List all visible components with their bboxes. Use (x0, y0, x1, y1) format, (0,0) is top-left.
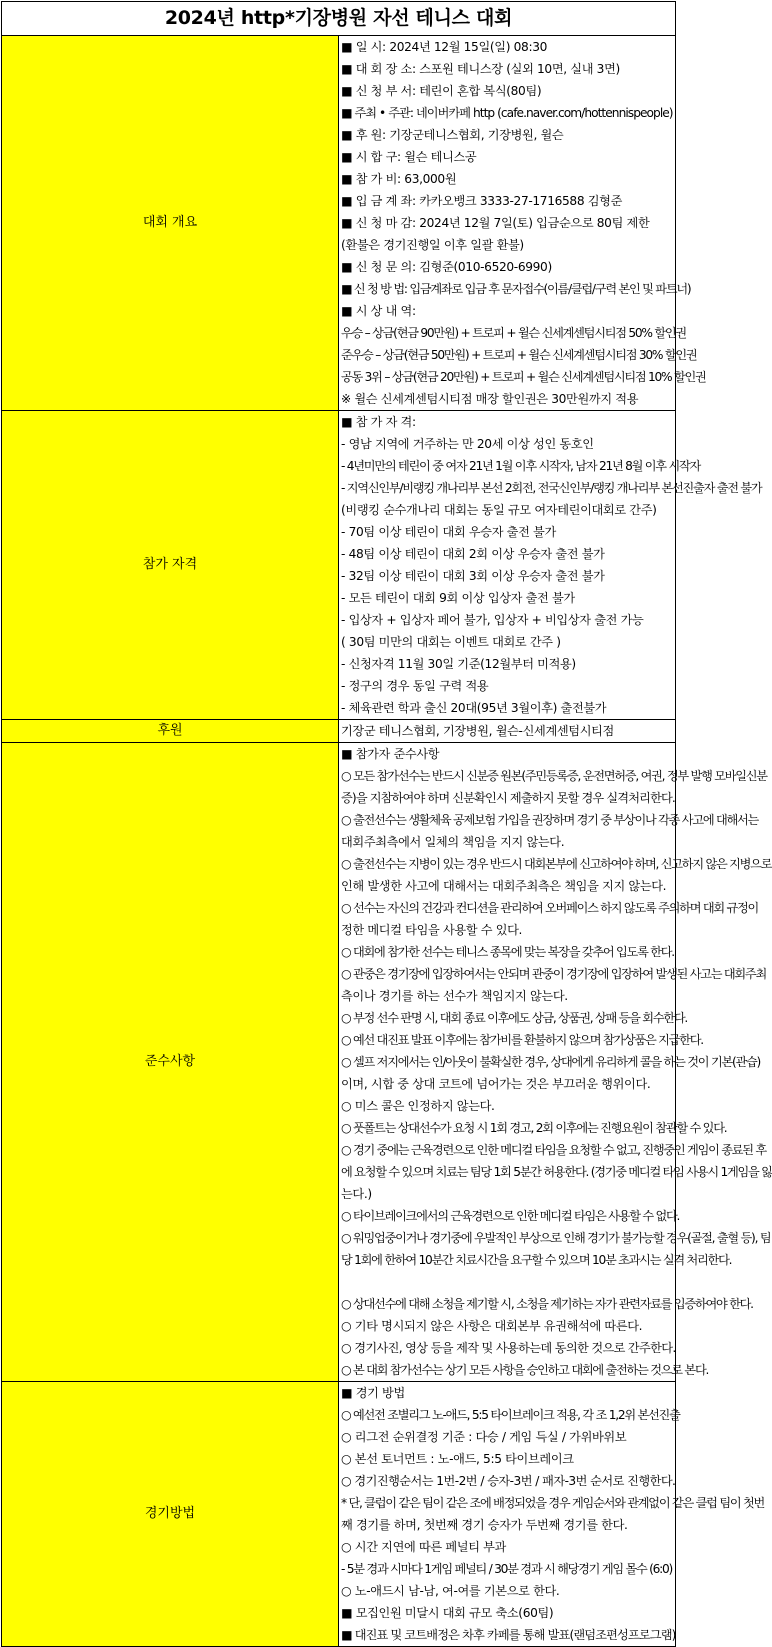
table-body (2, 2, 772, 1647)
section-label: 후원 (2, 720, 339, 743)
section-row (2, 720, 676, 743)
tournament-notice-table (1, 1, 772, 1647)
text-line: ○ 미스 콜은 인정하지 않는다. (341, 1099, 495, 1113)
text-line: - 4년미만의 테린이 중 여자 21년 1월 이후 시작자, 남자 21년 8월 이후 시작자 (341, 459, 701, 473)
text-line: ○ 부정 선수 판명 시, 대회 종료 이후에도 상금, 상품권, 상패 등을 회수한다. (341, 1011, 688, 1025)
text-line: ■ 신 청 부 서: 테린이 혼합 복식(80팀) (341, 84, 542, 98)
text-line: 째 경기를 하며, 첫번째 경기 승자가 두번째 경기를 한다. (341, 1518, 628, 1532)
text-line: ○ 예선 대진표 발표 이후에는 참가비를 환불하지 않으며 참가상품은 지급한다. (341, 1033, 703, 1047)
section-content (339, 411, 762, 720)
text-line: ○ 리그전 순위결정 기준 : 다승 / 게임 득실 / 가위바위보 (341, 1430, 627, 1444)
text-line: ■ 대진표 및 코트배정은 차후 카페를 통해 발표(랜덤조편성프로그램) (341, 1628, 676, 1642)
section-content (339, 743, 772, 1382)
section-row (2, 36, 676, 411)
text-line: ■ 일 시: 2024년 12월 15일(일) 08:30 (341, 40, 548, 54)
text-line: ■ 경기 방법 (341, 1386, 405, 1400)
text-line: ○ 모든 참가선수는 반드시 신분증 원본(주민등록증, 운전면허증, 여권, 정부 발행 모바일신분 (341, 769, 767, 783)
text-line: 기장군 테니스협회, 기장병원, 윌슨-신세계센텀시티점 (341, 724, 614, 738)
text-line: ■ 입 금 계 좌: 카카오뱅크 3333-27-1716588 김형준 (341, 194, 623, 208)
text-line: - 48팀 이상 테린이 대회 2회 이상 우승자 출전 불가 (341, 547, 605, 561)
text-line: ■ 시 상 내 역: (341, 304, 416, 318)
text-line: ■ 참 가 자 격: (341, 415, 416, 429)
section-label: 준수사항 (2, 743, 339, 1382)
text-line: - 신청자격 11월 30일 기준(12월부터 미적용) (341, 657, 576, 671)
text-line: ○ 선수는 자신의 건강과 컨디션을 관리하여 오버페이스 하지 않도록 주의하며 대회 규정이 (341, 901, 759, 915)
text-line: ■ 대 회 장 소: 스포원 테니스장 (실외 10면, 실내 3면) (341, 62, 620, 76)
text-line: ■ 시 합 구: 윌슨 테니스공 (341, 150, 477, 164)
text-line: (비랭킹 순수개나리 대회는 동일 규모 여자테린이대회로 간주) (341, 503, 657, 517)
text-line: (환불은 경기진행일 이후 일괄 환불) (341, 238, 524, 252)
text-line: ■ 신 청 문 의: 김형준(010-6520-6990) (341, 260, 552, 274)
text-line: ■ 모집인원 미달시 대회 규모 축소(60팀) (341, 1606, 554, 1620)
text-line: ※ 윌슨 신세계센텀시티점 매장 할인권은 30만원까지 적용 (341, 392, 639, 406)
text-line: ■ 신 청 마 감: 2024년 12월 7일(토) 입금순으로 80팀 제한 (341, 216, 650, 230)
text-line: ■ 후 원: 기장군테니스협회, 기장병원, 윌슨 (341, 128, 564, 142)
text-line: - 체육관련 학과 출신 20대(95년 3월이후) 출전불가 (341, 701, 607, 715)
text-line: 증)을 지참하여야 하며 신분확인시 제출하지 못할 경우 실격처리한다. (341, 791, 675, 805)
text-line: ○ 노-애드시 남-남, 여-여를 기본으로 한다. (341, 1584, 560, 1598)
text-line: 는다.) (341, 1187, 372, 1201)
text-line (341, 1271, 675, 1293)
section-content (339, 720, 676, 743)
text-line: 에 요청할 수 있으며 치료는 팀당 1회 5분간 허용한다. (경기중 메디컬 타임 사용시 1게임을 잃 (341, 1165, 772, 1179)
text-line: ■ 참 가 비: 63,000원 (341, 172, 457, 186)
page-title: 2024년 http*기장병원 자선 테니스 대회 (2, 2, 676, 36)
text-line: ○ 셀프 저지에서는 인/아웃이 불확실한 경우, 상대에게 유리하게 콜을 하는 것이 기본(관습) (341, 1055, 761, 1069)
text-line: ○ 시간 지연에 따른 페널티 부과 (341, 1540, 506, 1554)
text-line: 측이나 경기를 하는 선수가 책임지지 않는다. (341, 989, 568, 1003)
section-row (2, 743, 676, 1382)
text-line: ■ 신 청 방 법: 입금계좌로 입금 후 문자접수(이름/클럽/구력 본인 및 파트너) (341, 282, 691, 296)
text-line: 당 1회에 한하여 10분간 치료시간을 요구할 수 있으며 10분 초과시는 실격 처리한다. (341, 1253, 732, 1267)
text-line: 정한 메디컬 타임을 사용할 수 있다. (341, 923, 523, 937)
text-line: ○ 본선 토너먼트 : 노-애드, 5:5 타이브레이크 (341, 1452, 574, 1466)
text-line: - 영남 지역에 거주하는 만 20세 이상 성인 동호인 (341, 437, 594, 451)
text-line: 이며, 시합 중 상대 코트에 넘어가는 것은 부끄러운 행위이다. (341, 1077, 651, 1091)
text-line: - 32팀 이상 테린이 대회 3회 이상 우승자 출전 불가 (341, 569, 605, 583)
text-line: ○ 경기사진, 영상 등을 제작 및 사용하는데 동의한 것으로 간주한다. (341, 1341, 676, 1355)
text-line: ○ 출전선수는 생활체육 공제보험 가입을 권장하며 경기 중 부상이나 각종 사고에 대해서는 (341, 813, 759, 827)
text-line: 우승 – 상금(현금 90만원) + 트로피 + 윌슨 신세계센텀시티점 50% 할인권 (341, 326, 686, 340)
text-line: ■ 참가자 준수사항 (341, 747, 440, 761)
section-label: 대회 개요 (2, 36, 339, 411)
section-content (339, 1382, 765, 1647)
text-line: 대회주최측에서 일체의 책임을 지지 않는다. (341, 835, 565, 849)
text-line: 준우승 – 상금(현금 50만원) + 트로피 + 윌슨 신세계센텀시티점 30% 할인권 (341, 348, 697, 362)
text-line: 인해 발생한 사고에 대해서는 대회주최측은 책임을 지지 않는다. (341, 879, 667, 893)
text-line: ○ 경기진행순서는 1번-2번 / 승자-3번 / 패자-3번 순서로 진행한다. (341, 1474, 676, 1488)
section-label: 참가 자격 (2, 411, 339, 720)
text-line: ○ 본 대회 참가선수는 상기 모든 사항을 승인하고 대회에 출전하는 것으로 본다. (341, 1363, 709, 1377)
section-content (339, 36, 706, 411)
text-line: * 단, 클럽이 같은 팀이 같은 조에 배정되었을 경우 게임순서와 관계없이 같은 클럽 팀이 첫번 (341, 1496, 765, 1510)
text-line: ○ 풋폴트는 상대선수가 요청 시 1회 경고, 2회 이후에는 진행요원이 참관할 수 있다. (341, 1121, 727, 1135)
text-line: ○ 기타 명시되지 않은 사항은 대회본부 유권해석에 따른다. (341, 1319, 643, 1333)
section-row (2, 411, 676, 720)
section-row (2, 1382, 676, 1647)
text-line: - 모든 테린이 대회 9회 이상 입상자 출전 불가 (341, 591, 575, 605)
text-line: ○ 관중은 경기장에 입장하여서는 안되며 관중이 경기장에 입장하여 발생된 사고는 대회주최 (341, 967, 766, 981)
text-line: ○ 대회에 참가한 선수는 테니스 종목에 맞는 복장을 갖추어 입도록 한다. (341, 945, 674, 959)
title-row (2, 2, 676, 36)
text-line: ■ 주최 • 주관: 네이버카페 http (cafe.naver.com/hottennispeople) (341, 106, 673, 120)
text-line: ○ 상대선수에 대해 소청을 제기할 시, 소청을 제기하는 자가 관련자료를 입증하여야 한다. (341, 1297, 753, 1311)
text-line: ○ 출전선수는 지병이 있는 경우 반드시 대회본부에 신고하여야 하며, 신고하지 않은 지병으로 (341, 857, 772, 871)
text-line: ○ 워밍업중이거나 경기중에 우발적인 부상으로 인해 경기가 불가능할 경우(골절, 출혈 등), 팀 (341, 1231, 771, 1245)
text-line: 공동 3위 – 상금(현금 20만원) + 트로피 + 윌슨 신세계센텀시티점 10% 할인권 (341, 370, 706, 384)
text-line: ○ 예선전 조별리그 노-애드, 5:5 타이브레이크 적용, 각 조 1,2위 본선진출 (341, 1408, 680, 1422)
text-line: - 5분 경과 시마다 1게임 페널티 / 30분 경과 시 해당경기 게임 몰수 (6:0) (341, 1562, 673, 1576)
text-line: ○ 타이브레이크에서의 근육경련으로 인한 메디컬 타임은 사용할 수 없다. (341, 1209, 680, 1223)
text-line: ○ 경기 중에는 근육경련으로 인한 메디컬 타임을 요청할 수 없고, 진행중인 게임이 종료된 후 (341, 1143, 766, 1157)
text-line: - 입상자 + 입상자 페어 불가, 입상자 + 비입상자 출전 가능 (341, 613, 644, 627)
text-line: - 정구의 경우 동일 구력 적용 (341, 679, 489, 693)
text-line: - 70팀 이상 테린이 대회 우승자 출전 불가 (341, 525, 556, 539)
section-label: 경기방법 (2, 1382, 339, 1647)
text-line: ( 30팀 미만의 대회는 이벤트 대회로 간주 ) (341, 635, 561, 649)
text-line: - 지역신인부/비랭킹 개나리부 본선 2회전, 전국신인부/랭킹 개나리부 본선진출자 출전 불가 (341, 481, 762, 495)
